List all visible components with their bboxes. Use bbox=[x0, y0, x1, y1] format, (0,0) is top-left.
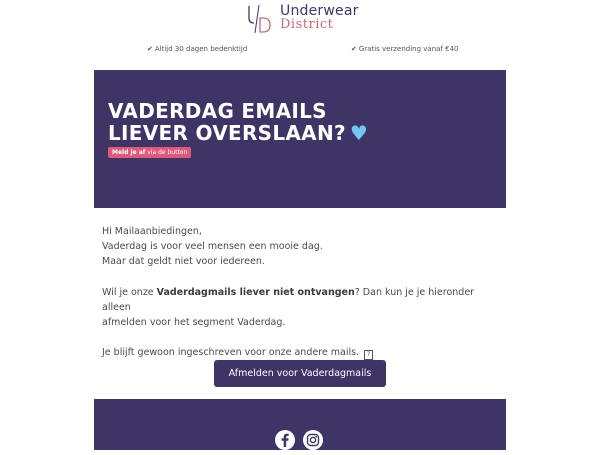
hero-banner bbox=[94, 70, 506, 208]
body-line bbox=[102, 345, 502, 360]
logo-word-district: District bbox=[280, 17, 334, 32]
unsubscribe-paragraph bbox=[102, 285, 502, 315]
badge-text: via de button bbox=[145, 149, 188, 156]
unsubscribe-hint-badge bbox=[108, 147, 191, 158]
instagram-icon[interactable] bbox=[302, 429, 324, 451]
usp-text: Gratis verzending vanaf €40 bbox=[358, 45, 459, 53]
para-text: Wil je onze bbox=[102, 286, 157, 298]
hero-title bbox=[108, 100, 368, 144]
email-header bbox=[0, 0, 600, 53]
para-text: Je blijft gewoon ingeschreven voor onze andere mails. bbox=[102, 347, 360, 359]
email-footer bbox=[94, 399, 506, 450]
facebook-icon[interactable] bbox=[274, 429, 296, 451]
usp-free-shipping bbox=[351, 45, 458, 53]
hero-title-line2: LIEVER OVERSLAAN? bbox=[108, 121, 346, 145]
para-bold-text: Vaderdagmails liever niet ontvangen bbox=[156, 286, 355, 298]
check-icon: ✔ bbox=[351, 45, 357, 53]
usp-text: Altijd 30 dagen bedenktijd bbox=[154, 45, 248, 53]
unsubscribe-vaderdag-button[interactable]: Afmelden voor Vaderdagmails bbox=[214, 360, 386, 387]
brand-logo[interactable] bbox=[246, 4, 359, 34]
greeting: Hi Mailaanbiedingen, bbox=[102, 226, 202, 237]
hero-title-line1: VADERDAG EMAILS bbox=[108, 99, 327, 123]
badge-bold-text: Meld je af bbox=[112, 149, 146, 156]
usp-return-policy bbox=[147, 45, 247, 53]
blue-heart-icon: ♥ bbox=[349, 121, 369, 145]
body-line: afmelden voor het segment Vaderdag. bbox=[102, 317, 286, 329]
missing-emoji-icon: ? bbox=[364, 350, 373, 360]
body-line: Maar dat geldt niet voor iedereen. bbox=[102, 256, 265, 268]
email-body bbox=[102, 224, 502, 360]
logo-wordmark bbox=[280, 4, 359, 32]
logo-word-underwear: Underwear bbox=[280, 3, 359, 19]
logo-mark-icon bbox=[246, 4, 272, 34]
check-icon: ✔ bbox=[147, 45, 153, 53]
para-text: ? Dan kun je je hieronder alleen bbox=[102, 286, 475, 313]
body-line: Vaderdag is voor veel mensen een mooie dag. bbox=[102, 241, 323, 253]
